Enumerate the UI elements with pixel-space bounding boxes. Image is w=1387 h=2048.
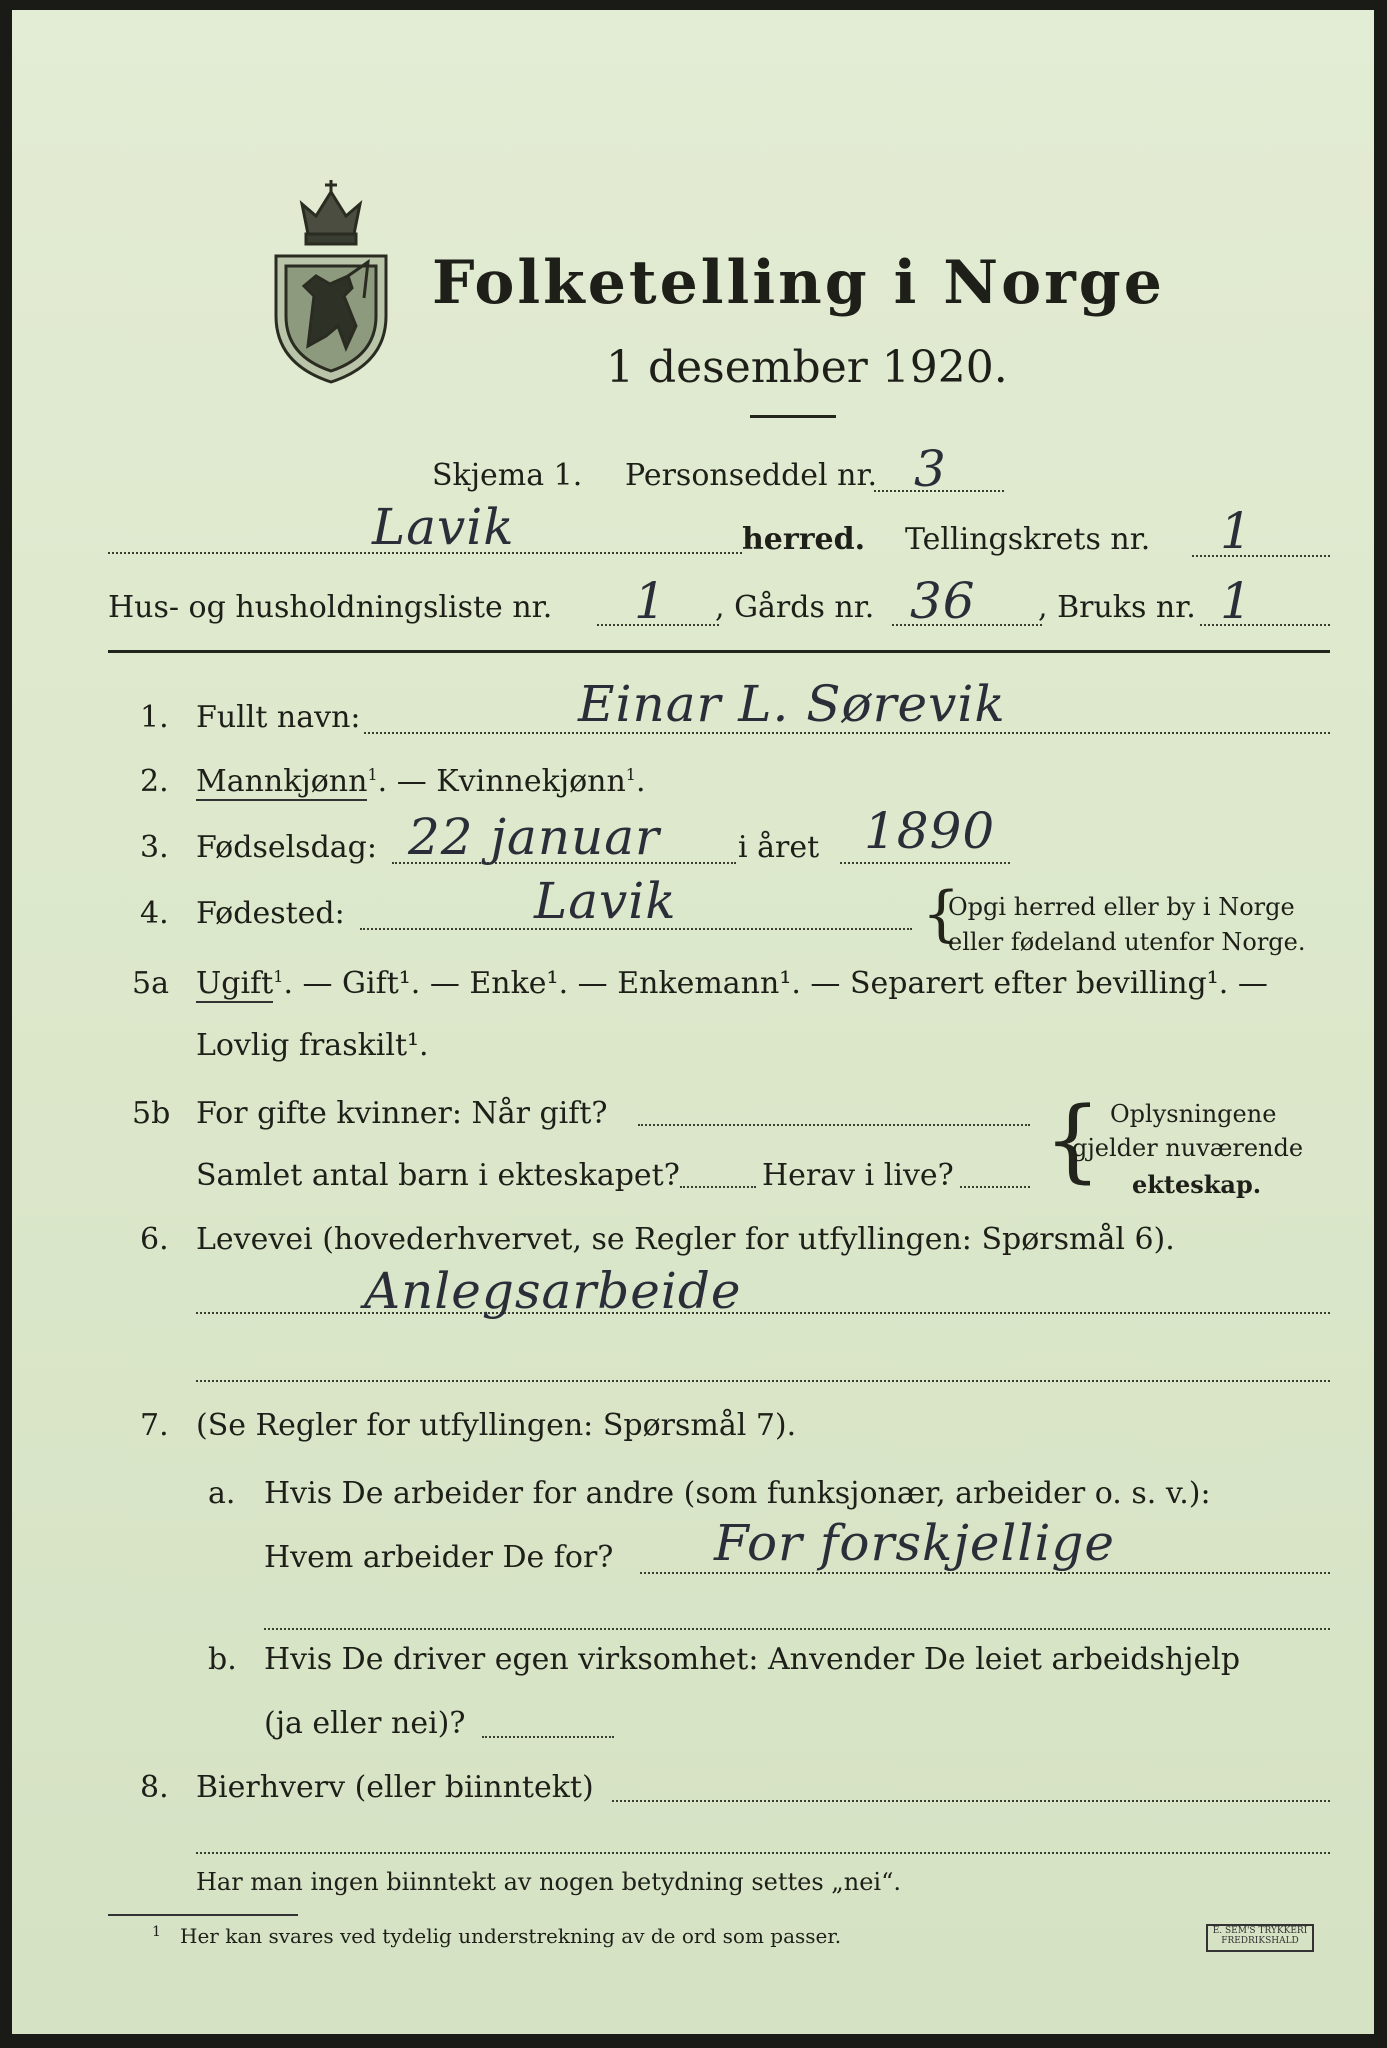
- census-form-sheet: [12, 10, 1374, 2034]
- q7a-line2: Hvem arbeider De for?: [264, 1540, 614, 1575]
- q4-note-brace: {: [922, 879, 961, 949]
- q3-number: 3.: [140, 830, 169, 865]
- tellingskrets-line: [1192, 555, 1330, 557]
- q2-number: 2.: [140, 764, 169, 799]
- q3-year-value[interactable]: 1890: [864, 802, 996, 860]
- personseddel-label: Personseddel nr.: [625, 458, 878, 493]
- q5b-children-label: Samlet antal barn i ekteskapet?: [196, 1158, 680, 1193]
- q3-day-value[interactable]: 22 januar: [408, 808, 660, 866]
- title-divider: [750, 415, 836, 418]
- q7b-line2: (ja eller nei)?: [264, 1706, 466, 1741]
- q6-value[interactable]: Anlegsarbeide: [364, 1262, 742, 1320]
- q7b-line: [482, 1736, 614, 1738]
- q4-label: Fødested:: [196, 896, 345, 931]
- q5b-note-line1: Oplysningene: [1110, 1100, 1277, 1128]
- bruks-label: , Bruks nr.: [1038, 590, 1196, 625]
- q5a-line2[interactable]: Lovlig fraskilt¹.: [196, 1028, 429, 1063]
- q2-options: Mannkjønn$^1$. — Kvinnekjønn$^1$.: [196, 764, 646, 799]
- q2-male-option[interactable]: Mannkjønn: [196, 764, 368, 799]
- q5b-line1: For gifte kvinner: Når gift?: [196, 1096, 608, 1131]
- q7a-value[interactable]: For forskjellige: [714, 1514, 1115, 1572]
- herred-value[interactable]: Lavik: [372, 498, 515, 556]
- q7a-number: a.: [208, 1476, 236, 1511]
- hus-label: Hus- og husholdningsliste nr.: [108, 590, 553, 625]
- q1-number: 1.: [140, 700, 169, 735]
- q5b-alive-line: [960, 1186, 1030, 1188]
- q7a-line1: Hvis De arbeider for andre (som funksjonær, arbeider o. s. v.):: [264, 1476, 1211, 1511]
- q6-label: Levevei (hovederhvervet, se Regler for utfyllingen: Spørsmål 6).: [196, 1222, 1175, 1257]
- printer-stamp: [1206, 1924, 1314, 1952]
- q3-year-line: [840, 862, 1010, 864]
- printer-stamp-line2: FREDRIKSHALD: [1221, 1936, 1299, 1946]
- q5b-note-line3: ekteskap.: [1132, 1170, 1262, 1199]
- q3-label: Fødselsdag:: [196, 830, 377, 865]
- footnote-marker: 1: [152, 1924, 161, 1940]
- q8-line2: [196, 1852, 1330, 1854]
- q1-label: Fullt navn:: [196, 700, 361, 735]
- q7b-number: b.: [208, 1642, 237, 1677]
- q5b-married-line: [638, 1124, 1030, 1126]
- q5b-note-brace: {: [1044, 1088, 1102, 1193]
- q4-note-line2: eller fødeland utenfor Norge.: [948, 928, 1306, 956]
- herred-label: herred.: [742, 522, 866, 557]
- q5a-ugift-option[interactable]: Ugift: [196, 966, 274, 1001]
- q8-line1: [612, 1800, 1330, 1802]
- q5b-number: 5b: [132, 1096, 171, 1131]
- bruks-value[interactable]: 1: [1220, 572, 1253, 630]
- q8-note: Har man ingen biinntekt av nogen betydning settes „nei“.: [196, 1868, 901, 1896]
- q7-number: 7.: [140, 1408, 169, 1443]
- q6-number: 6.: [140, 1222, 169, 1257]
- tellingskrets-value[interactable]: 1: [1220, 502, 1253, 560]
- q2-end: .: [635, 764, 646, 799]
- q5b-children-line: [680, 1186, 756, 1188]
- form-date: 1 desember 1920.: [606, 342, 1008, 393]
- footnote-text: Her kan svares ved tydelig understrekning av de ord som passer.: [180, 1924, 842, 1948]
- norway-coat-of-arms-icon: [268, 176, 394, 386]
- q3-year-label: i året: [738, 830, 820, 865]
- tellingskrets-label: Tellingskrets nr.: [905, 522, 1151, 557]
- q2-separator: . —: [377, 764, 437, 799]
- q5a-options: Ugift$^1$. — Gift¹. — Enke¹. — Enkemann¹. — Separert efter bevilling¹. —: [196, 966, 1268, 1001]
- q7a-line-extra: [264, 1628, 1330, 1630]
- q7b-line1: Hvis De driver egen virksomhet: Anvender De leiet arbeidshjelp: [264, 1642, 1241, 1677]
- printer-stamp-line1: E. SEM'S TRYKKERI: [1212, 1926, 1308, 1936]
- q5a-other-options[interactable]: . — Gift¹. — Enke¹. — Enkemann¹. — Separert efter bevilling¹. —: [283, 966, 1268, 1001]
- header-section-divider: [108, 650, 1330, 653]
- q5a-number: 5a: [132, 966, 169, 1001]
- q1-value[interactable]: Einar L. Sørevik: [578, 675, 1006, 733]
- q7-label: (Se Regler for utfyllingen: Spørsmål 7).: [196, 1408, 797, 1443]
- q4-value[interactable]: Lavik: [534, 872, 677, 930]
- schema-label: Skjema 1.: [432, 458, 583, 493]
- q4-note-line1: Opgi herred eller by i Norge: [948, 893, 1295, 921]
- q5b-alive-label: Herav i live?: [762, 1158, 954, 1193]
- hus-value[interactable]: 1: [634, 572, 667, 630]
- q8-number: 8.: [140, 1770, 169, 1805]
- q4-number: 4.: [140, 896, 169, 931]
- gards-value[interactable]: 36: [910, 572, 976, 630]
- personseddel-value[interactable]: 3: [914, 440, 947, 498]
- q2-female-option[interactable]: Kvinnekjønn: [436, 764, 626, 799]
- gards-label: , Gårds nr.: [715, 590, 875, 625]
- q8-label: Bierhverv (eller biinntekt): [196, 1770, 594, 1805]
- footnote-rule: [108, 1914, 298, 1916]
- q6-line2: [196, 1380, 1330, 1382]
- q7a-line: [640, 1572, 1330, 1574]
- form-title: Folketelling i Norge: [432, 248, 1165, 318]
- q5b-note-line2: gjelder nuværende: [1072, 1134, 1304, 1162]
